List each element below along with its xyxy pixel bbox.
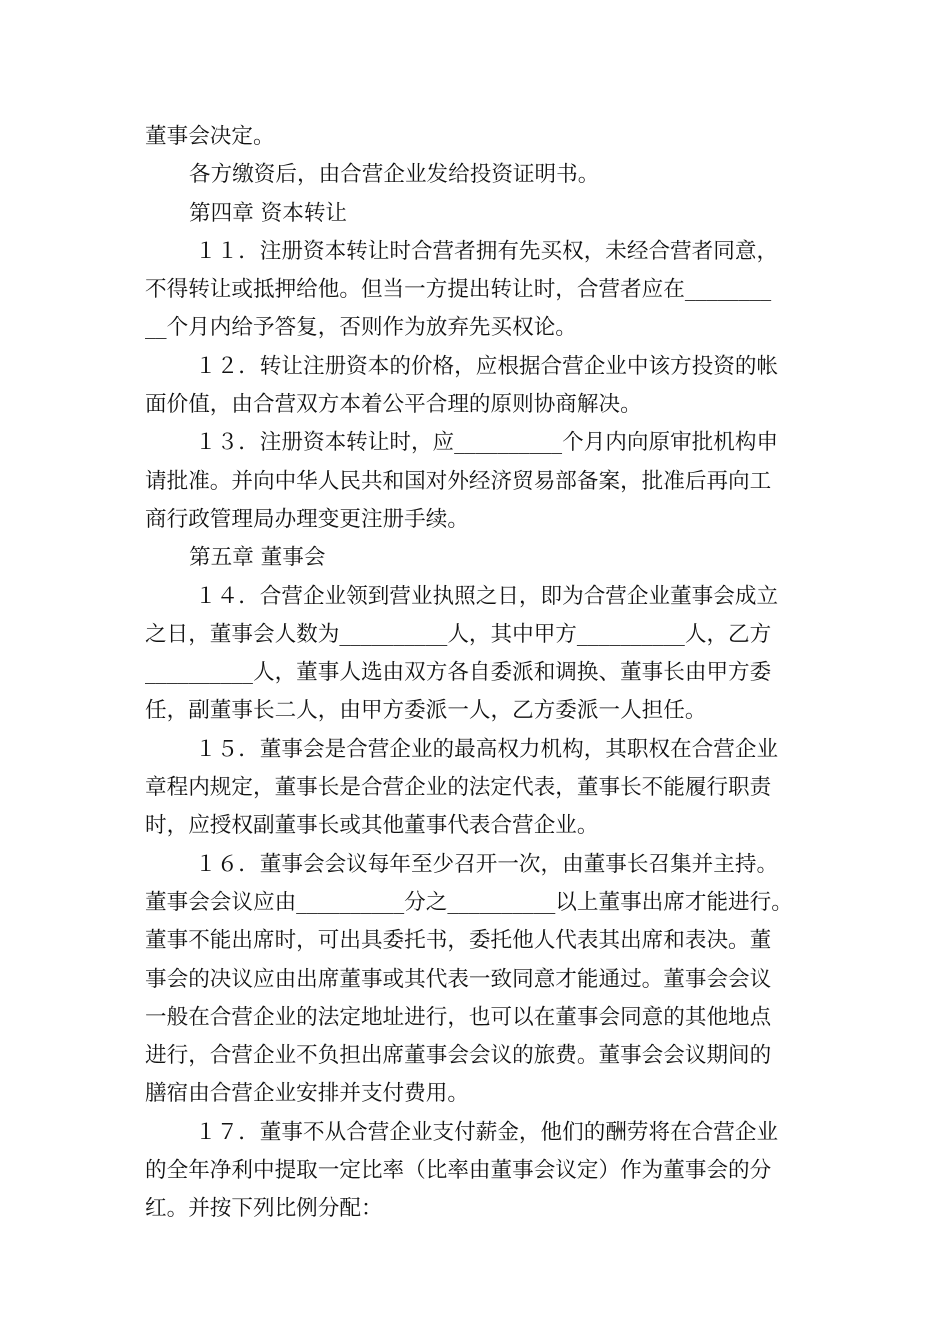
- clause-line: １５．董事会是合营企业的最高权力机构，其职权在合营企业: [195, 736, 779, 762]
- text-line: 红。并按下列比例分配：: [145, 1196, 383, 1222]
- clause-line: １４．合营企业领到营业执照之日，即为合营企业董事会成立: [195, 583, 779, 609]
- chapter-heading: 第五章 董事会: [189, 545, 326, 571]
- clause-line: １１．注册资本转让时合营者拥有先买权，未经合营者同意，: [195, 238, 779, 264]
- clause-line: １７．董事不从合营企业支付薪金，他们的酬劳将在合营企业: [195, 1119, 779, 1145]
- text-line: 章程内规定，董事长是合营企业的法定代表，董事长不能履行职责: [145, 775, 772, 801]
- clause-line: １２．转让注册资本的价格，应根据合营企业中该方投资的帐: [195, 353, 779, 379]
- text-line: 的全年净利中提取一定比率（比率由董事会议定）作为董事会的分: [145, 1158, 772, 1184]
- paragraph-line: 各方缴资后，由合营企业发给投资证明书。: [189, 162, 600, 188]
- text-line: 进行，合营企业不负担出席董事会会议的旅费。董事会会议期间的: [145, 1043, 772, 1069]
- text-line: 董事会会议应由__________分之__________以上董事出席才能进行。: [145, 889, 793, 915]
- text-line: 董事不能出席时，可出具委托书，委托他人代表其出席和表决。董: [145, 928, 772, 954]
- text-line: 董事会决定。: [145, 124, 275, 149]
- chapter-heading: 第四章 资本转让: [189, 200, 348, 226]
- text-line: __________人，董事人选由双方各自委派和调换、董事长由甲方委: [145, 660, 772, 686]
- text-line: 事会的决议应由出席董事或其代表一致同意才能通过。董事会会议: [145, 966, 772, 992]
- text-line: 之日，董事会人数为__________人，其中甲方__________人，乙方: [145, 621, 772, 647]
- text-line: 任，副董事长二人，由甲方委派一人，乙方委派一人担任。: [145, 698, 707, 724]
- text-line: 膳宿由合营企业安排并支付费用。: [145, 1081, 469, 1107]
- document-page: [145, 118, 809, 1229]
- text-line: 时，应授权副董事长或其他董事代表合营企业。: [145, 813, 599, 839]
- text-line: 请批准。并向中华人民共和国对外经济贸易部备案，批准后再向工: [145, 468, 772, 494]
- clause-line: １３．注册资本转让时，应__________个月内向原审批机构申: [195, 430, 779, 456]
- text-line: 面价值，由合营双方本着公平合理的原则协商解决。: [145, 392, 642, 418]
- text-line: 一般在合营企业的法定地址进行，也可以在董事会同意的其他地点: [145, 1004, 772, 1030]
- text-line: __个月内给予答复，否则作为放弃先买权论。: [145, 315, 577, 341]
- text-line: 不得转让或抵押给他。但当一方提出转让时，合营者应在________: [145, 277, 772, 303]
- clause-line: １６．董事会会议每年至少召开一次，由董事长召集并主持。: [195, 851, 779, 877]
- text-line: 商行政管理局办理变更注册手续。: [145, 506, 469, 532]
